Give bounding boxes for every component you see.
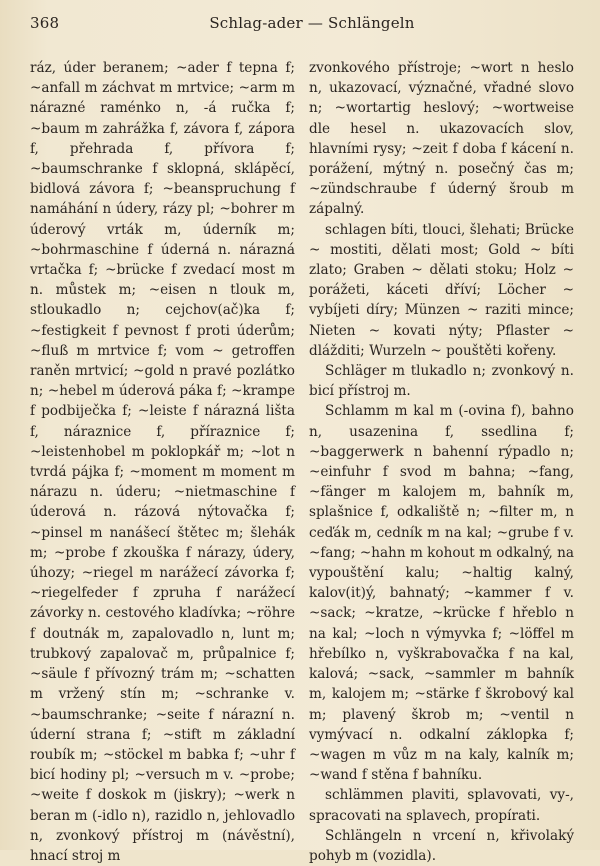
entry-paragraph: Schlängeln n vrcení n, křivolaký pohyb m (vozidla). <box>309 827 574 864</box>
entry-paragraph: schlämmen plaviti, splavovati, vy-, spracovati na splavech, propírati. <box>309 787 574 824</box>
left-column <box>30 58 295 866</box>
entry-paragraph: Schlamm m kal m (-ovina f), bahno n, usazenina f, ssedlina f; ~baggerwerk n bahenní rýpadlo n; ~einfuhr f svod m bahna; ~fang, ~fänger m kalojem m, bahník m, splašnice f, odkaliště n; ~filter m, n ceďák m, cedník m na kal; ~grube f v. ~fang; ~hahn m kohout m odkalný, na vypouštění kalu; ~haltig kalný, kalov(it)ý, bahnatý; ~kammer f v. ~sack; ~kratze, ~krücke f hřeblo n na kal; ~loch n výmyvka f; ~löffel m hřebílko n, vyškrabovačka f na kal, kalová; ~sack, ~sammler m bahník m, kalojem m; ~stärke f škrobový kal m; plavený škrob m; ~ventil n vymývací n. odkalní záklopka f; ~wagen m vůz m na kaly, kalník m; ~wand f stěna f bahníku. <box>309 403 574 784</box>
page-number: 368 <box>30 14 60 32</box>
right-column <box>309 58 574 866</box>
page-header <box>30 14 574 44</box>
entry-paragraph: ráz, úder beranem; ~ader f tepna f; ~anfall m záchvat m mrtvice; ~arm m nárazné raménko n, -á ručka f; ~baum m zahrážka f, závora f, zápora f, přehrada f, přívora f; ~baumschranke f sklopná, sklápěcí, bidlová závora f; ~beanspruchung f namáhání n údery, rázy pl; ~bohrer m úderový vrták m, úderník m; ~bohrmaschine f úderná n. nárazná vrtačka f; ~brücke f zvedací most m n. můstek m; ~eisen n tlouk m, stloukadlo n; cejchov(ač)ka f; ~festigkeit f pevnost f proti úderům; ~fluß m mrtvice f; vom ~ getroffen raněn mrtvicí; ~gold n pravé pozlátko n; ~hebel m úderová páka f; ~krampe f podbiječka f; ~leiste f nárazná lišta f, náraznice f, příraznice f; ~leistenhobel m poklopkář m; ~lot n tvrdá pájka f; ~moment m moment m nárazu n. úderu; ~nietmaschine f úderová n. rázová nýtovačka f; ~pinsel m nanášecí štětec m; šlehák m; ~probe f zkouška f nárazy, údery, úhozy; ~riegel m narážecí závorka f; ~riegelfeder f zpruha f narážecí závorky n. cestového kladívka; ~röhre f doutnák m, zapalovadlo n, lunt m; trubkový zapalovač m, průpalnice f; ~säule f přívozný trám m; ~schatten m vržený stín m; ~schranke v. ~baumschranke; ~seite f nárazní n. úderní strana f; ~stift m základní roubík m; ~stöckel m babka f; ~uhr f bicí hodiny pl; ~versuch m v. ~probe; ~weite f doskok m (jiskry); ~werk n beran m (-idlo n), razidlo n, jehlovadlo n, zvonkový přístroj m (návěstní), hnací stroj m <box>30 60 295 864</box>
entry-paragraph: Schläger m tlukadlo n; zvonkový n. bicí přístroj m. <box>309 363 574 400</box>
running-head: Schlag-ader — Schlängeln <box>209 14 415 32</box>
entry-paragraph: zvonkového přístroje; ~wort n heslo n, ukazovací, význačné, vřadné slovo n; ~wortartig heslový; ~wortweise dle hesel n. ukazovacích slov, hlavními rysy; ~zeit f doba f kácení n. porážení, mýtný n. posečný čas m; ~zündschraube f úderný šroub m zápalný. <box>309 60 574 218</box>
text-columns <box>30 58 574 866</box>
entry-paragraph: schlagen bíti, tlouci, šlehati; Brücke ~ mostiti, dělati most; Gold ~ bíti zlato; Graben ~ dělati stoku; Holz ~ porážeti, káceti dříví; Löcher ~ vybíjeti díry; Münzen ~ raziti mince; Nieten ~ kovati nýty; Pflaster ~ dlážditi; Wurzeln ~ pouštěti kořeny. <box>309 221 574 359</box>
